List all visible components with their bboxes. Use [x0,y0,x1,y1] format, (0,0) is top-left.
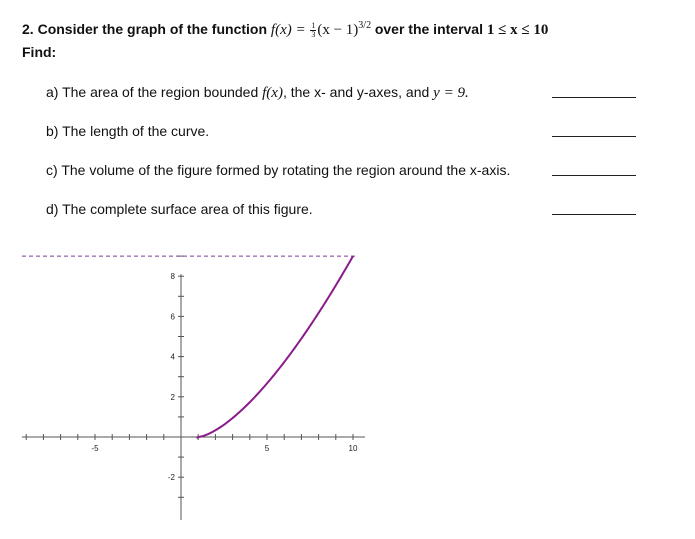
part-d-label: d) [46,201,59,217]
function-exponent: 3/2 [358,20,372,31]
find-label: Find: [22,44,57,60]
y-tick-label: 6 [170,312,175,322]
part-c [46,161,510,179]
interval-prefix: over the interval [374,21,483,37]
part-b-label: b) [46,123,59,139]
x-tick-label: 5 [264,444,270,453]
x-tick-label: 10 [348,444,358,453]
x-tick-label: -5 [91,444,99,453]
function-rhs: (x − 1) [317,22,359,38]
function-lhs: f(x) = [270,22,306,38]
part-b-text: The length of the curve. [62,123,210,139]
interval: 1 ≤ x ≤ 10 [486,22,549,38]
part-a-math-function: f(x) [262,85,283,101]
part-a [46,83,469,102]
answer-line-c[interactable] [552,175,636,176]
part-d [46,200,313,218]
part-c-text: The volume of the figure formed by rotating the region around the x-axis. [61,162,511,178]
y-tick-label: 2 [170,392,175,402]
y-tick-label: -2 [167,473,175,483]
part-a-text-before: The area of the region bounded [62,84,259,100]
question-prefix: Consider the graph of the function [37,21,268,37]
function-curve [196,256,353,438]
part-a-math-line: y = 9. [433,85,469,101]
y-tick-label: 8 [170,272,175,282]
part-d-text: The complete surface area of this figure. [62,201,313,217]
question-number: 2. [22,21,34,37]
part-c-label: c) [46,162,58,178]
question-header [22,20,548,39]
part-a-text-after: , the x- and y-axes, and [282,84,430,100]
coefficient-denominator: 3 [311,30,316,40]
function-graph [0,240,400,530]
function-definition [271,22,375,38]
answer-line-d[interactable] [552,214,636,215]
coefficient-numerator: 1 [311,21,316,31]
coefficient-fraction [310,22,316,39]
part-b [46,122,209,140]
answer-line-b[interactable] [552,136,636,137]
part-a-label: a) [46,84,59,100]
y-tick-label: 4 [170,352,175,362]
answer-line-a[interactable] [552,97,636,98]
